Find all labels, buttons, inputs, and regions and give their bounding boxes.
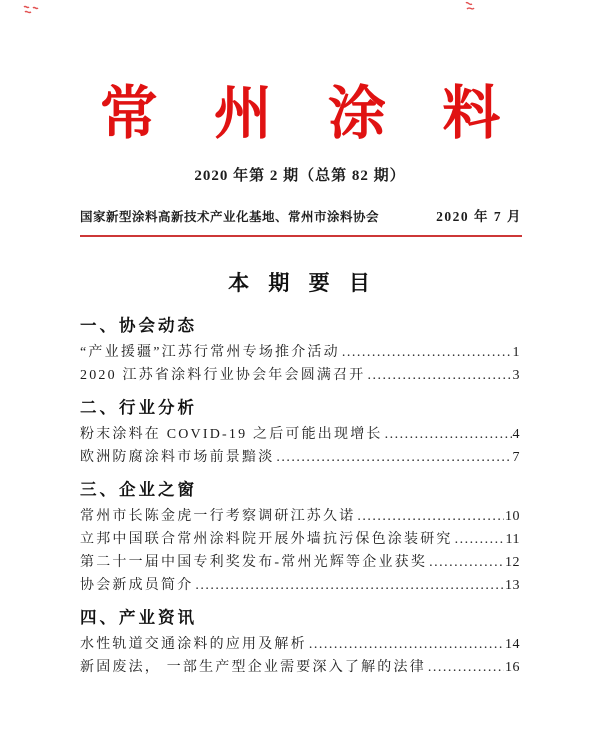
toc-section-heading-4: 四、产业资讯 — [80, 608, 197, 627]
toc-entry-page: 10 — [505, 509, 520, 524]
toc-entry-page: 12 — [505, 555, 520, 570]
dot-leader — [429, 551, 504, 574]
dot-leader — [342, 341, 512, 364]
toc-entry-page: 3 — [512, 368, 520, 383]
toc-entry-title: 立邦中国联合常州涂料院开展外墙抗污保色涂装研究 — [80, 532, 453, 547]
toc-entry — [80, 423, 520, 446]
toc-section-heading-2: 二、行业分析 — [80, 398, 197, 417]
newsletter-title: 常 州 涂 料 — [99, 79, 501, 147]
dot-leader — [195, 574, 504, 597]
issue-number-line: 2020 年第 2 期（总第 82 期） — [194, 168, 406, 184]
toc-entry — [80, 528, 520, 551]
toc-entry-title: 粉末涂料在 COVID-19 之后可能出现增长 — [80, 427, 383, 442]
toc-entry-title: 欧洲防腐涂料市场前景黯淡 — [80, 450, 275, 465]
publisher-row — [80, 205, 522, 225]
dot-leader — [309, 633, 504, 656]
toc-entry-title: 新固废法， 一部生产型企业需要深入了解的法律 — [80, 660, 426, 675]
toc-section-heading-1: 一、协会动态 — [80, 316, 197, 335]
toc-entry — [80, 505, 520, 528]
toc-entry-page: 14 — [505, 637, 520, 652]
toc-entry — [80, 446, 520, 469]
toc-entry-title: 2020 江苏省涂料行业协会年会圆满召开 — [80, 368, 366, 383]
toc-entry-title: 水性轨道交通涂料的应用及解析 — [80, 637, 307, 652]
toc-entry-page: 11 — [505, 532, 520, 547]
dot-leader — [357, 505, 504, 528]
toc-entry — [80, 574, 520, 597]
toc-entry-title: 常州市长陈金虎一行考察调研江苏久诺 — [80, 509, 356, 524]
toc-entry — [80, 656, 520, 679]
toc-entry-title: 协会新成员简介 — [80, 578, 194, 593]
red-ink-mark — [464, 1, 476, 13]
contents-heading: 本 期 要 目 — [228, 272, 372, 295]
toc-entry — [80, 341, 520, 364]
dot-leader — [428, 656, 504, 679]
toc-entry — [80, 633, 520, 656]
toc-entry-title: 第二十一届中国专利奖发布-常州光辉等企业获奖 — [80, 555, 428, 570]
toc-entry-page: 1 — [512, 345, 520, 360]
dot-leader — [455, 528, 505, 551]
toc-entry-page: 16 — [505, 660, 520, 675]
toc-entry-title: “产业援疆”江苏行常州专场推介活动 — [80, 345, 340, 360]
toc-section-heading-3: 三、企业之窗 — [80, 480, 197, 499]
dot-leader — [276, 446, 511, 469]
dot-leader — [368, 364, 512, 387]
toc-entry-page: 4 — [512, 427, 520, 442]
publication-date: 2020 年 7 月 — [436, 209, 522, 224]
toc-entry — [80, 364, 520, 387]
toc-entry — [80, 551, 520, 574]
toc-entry-page: 7 — [512, 450, 520, 465]
toc-entry-page: 13 — [505, 578, 520, 593]
table-of-contents — [80, 313, 520, 679]
publisher-name: 国家新型涂料高新技术产业化基地、常州市涂料协会 — [80, 210, 380, 224]
red-divider-rule — [80, 235, 522, 237]
red-ink-mark — [22, 4, 40, 18]
dot-leader — [385, 423, 512, 446]
